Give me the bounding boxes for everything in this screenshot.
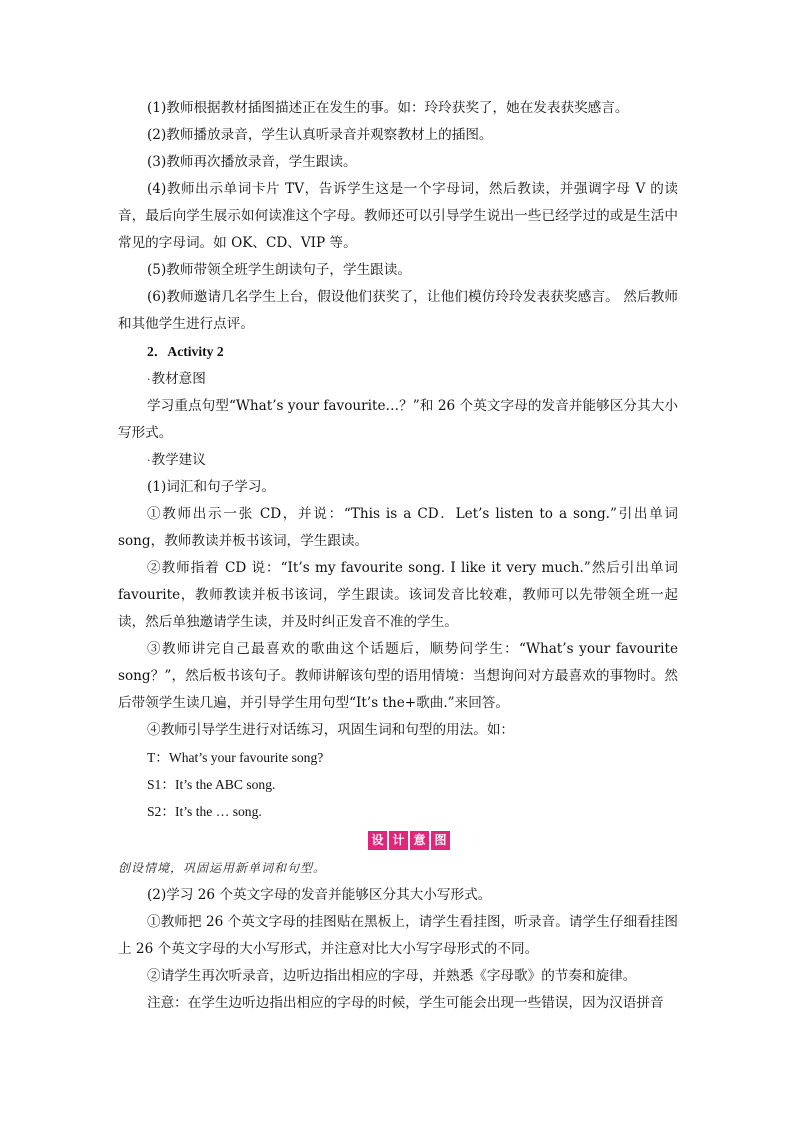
badge-char: 意 [410, 831, 429, 850]
step-paragraph: ③教师讲完自己最喜欢的歌曲这个话题后，顺势问学生：“What’s your favourite song？”，然后板书该句子。教师讲解该句型的语用情境：当想询问对方最喜欢的事物时。然后带领学生读几遍，并引导学生用句型“It’s the+歌曲.”来回答。 [118, 641, 678, 711]
dialogue-line: S2：It’s the … song. [147, 804, 262, 819]
step-paragraph: ①教师出示一张 CD，并说：“This is a CD．Let’s listen to a song.”引出单词 song，教师教读并板书该词，学生跟读。 [118, 506, 678, 549]
bullet-dot-icon: · [147, 454, 151, 467]
subsection-title: (2)学习 26 个英文字母的发音并能够区分其大小写形式。 [147, 887, 492, 903]
dialogue-line: T：What’s your favourite song? [147, 750, 324, 765]
label-suggest-text: 教学建议 [151, 452, 206, 468]
badge-char: 设 [368, 831, 387, 850]
design-intent-badge-row [118, 825, 678, 855]
step-paragraph: ②请学生再次听录音，边听边指出相应的字母，并熟悉《字母歌》的节奏和旋律。 [147, 968, 637, 984]
badge-char: 计 [389, 831, 408, 850]
intent-paragraph: 学习重点句型“What’s your favourite…？”和 26 个英文字母的发音并能够区分其大小写形式。 [118, 398, 678, 441]
document-body [118, 95, 678, 1017]
design-note: 创设情境，巩固运用新单词和句型。 [118, 861, 327, 875]
bullet-dot-icon: · [147, 373, 151, 386]
note-paragraph: 注意：在学生边听边指出相应的字母的时候，学生可能会出现一些错误，因为汉语拼音 [147, 995, 664, 1011]
paragraph: (6)教师邀请几名学生上台，假设他们获奖了，让他们模仿玲玲发表获奖感言。 然后教师和其他学生进行点评。 [118, 289, 678, 332]
subsection-title: (1)词汇和句子学习。 [147, 479, 276, 495]
paragraph: (1)教师根据教材插图描述正在发生的事。如：玲玲获奖了，她在发表获奖感言。 [147, 100, 629, 116]
paragraph: (4)教师出示单词卡片 TV，告诉学生这是一个字母词，然后教读，并强调字母 V 的读音，最后向学生展示如何读准这个字母。教师还可以引导学生说出一些已经学过的或是生活中常见的字母词。如 OK、CD、VIP 等。 [118, 181, 678, 251]
dialogue-line: S1：It’s the ABC song. [147, 777, 276, 792]
step-paragraph: ①教师把 26 个英文字母的挂图贴在黑板上，请学生看挂图，听录音。请学生仔细看挂图上 26 个英文字母的大小写形式，并注意对比大小写字母形式的不同。 [118, 914, 678, 957]
design-intent-badge [368, 831, 450, 850]
step-paragraph: ④教师引导学生进行对话练习，巩固生词和句型的用法。如： [147, 722, 515, 738]
section-heading [118, 338, 678, 366]
label-suggest [118, 447, 678, 474]
section-heading-text: 2．Activity 2 [147, 344, 224, 359]
paragraph: (2)教师播放录音，学生认真听录音并观察教材上的插图。 [147, 127, 493, 143]
label-intent [118, 366, 678, 393]
step-paragraph: ②教师指着 CD 说：“It’s my favourite song. I like it very much.”然后引出单词 favourite，教师教读并板书该词，学生跟读。该词发音比较难，教师可以先带领全班一起读，然后单独邀请学生读，并及时纠正发音不准的学生。 [118, 560, 678, 630]
paragraph: (5)教师带领全班学生朗读句子，学生跟读。 [147, 262, 411, 278]
label-intent-text: 教材意图 [151, 371, 206, 387]
paragraph: (3)教师再次播放录音，学生跟读。 [147, 154, 357, 170]
badge-char: 图 [431, 831, 450, 850]
